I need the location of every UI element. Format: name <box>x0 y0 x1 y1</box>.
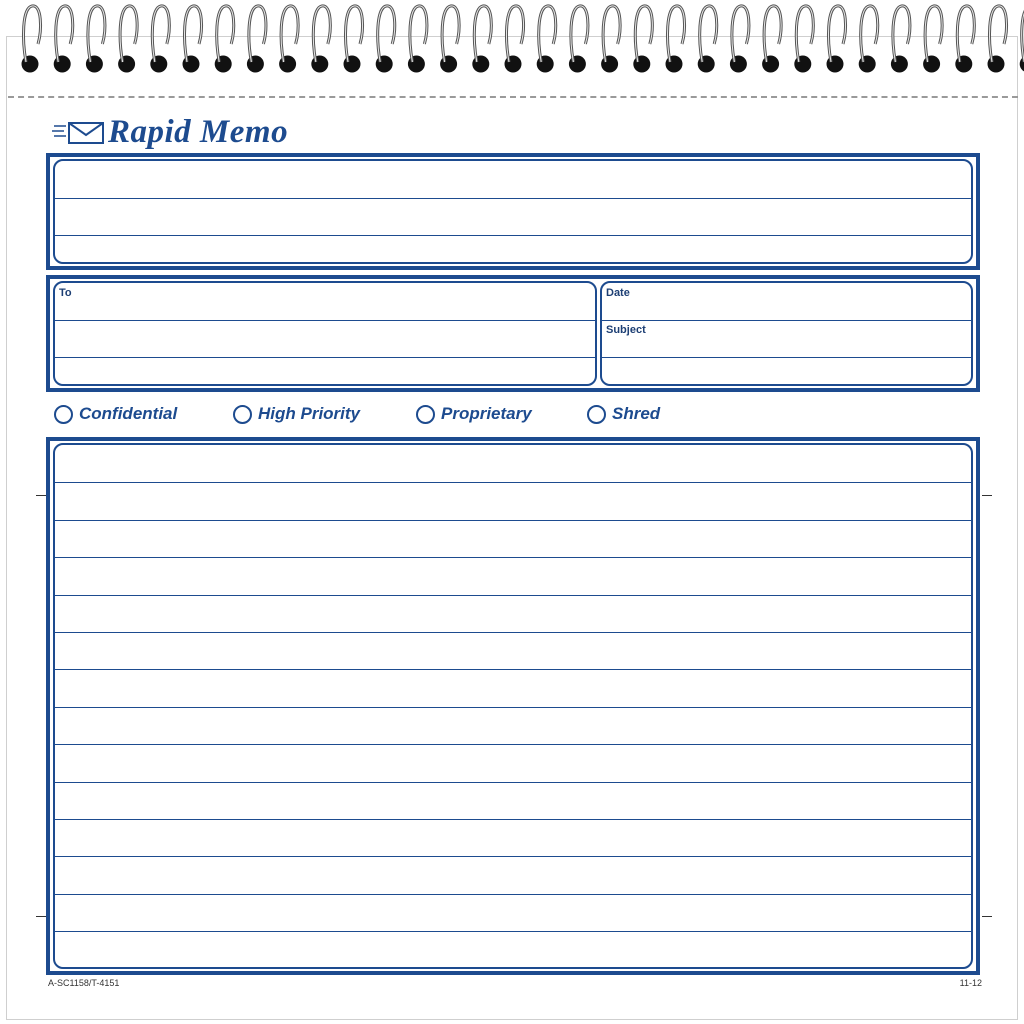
coil-ring <box>472 6 491 73</box>
spiral-binding <box>0 0 1024 80</box>
writing-line <box>55 557 971 558</box>
coil-ring <box>537 6 556 73</box>
writing-line <box>55 595 971 596</box>
circle-icon <box>233 405 252 424</box>
coil-ring <box>762 6 781 73</box>
address-box <box>46 275 980 392</box>
coil-ring <box>376 6 395 73</box>
coil-ring <box>279 6 298 73</box>
coil-ring <box>730 6 749 73</box>
coil-ring <box>988 6 1007 73</box>
coil-ring <box>150 6 169 73</box>
writing-line <box>55 856 971 857</box>
coil-ring <box>891 6 910 73</box>
writing-line <box>55 931 971 932</box>
date-label: Date <box>606 287 630 299</box>
margin-tick <box>982 916 992 917</box>
margin-tick <box>982 495 992 496</box>
coil-ring <box>183 6 202 73</box>
coil-ring <box>505 6 524 73</box>
subject-label: Subject <box>606 324 646 336</box>
writing-line <box>55 819 971 820</box>
coil-ring <box>215 6 234 73</box>
circle-icon <box>416 405 435 424</box>
memo-title: Rapid Memo <box>108 114 289 150</box>
coil-ring <box>633 6 652 73</box>
coil-ring <box>440 6 459 73</box>
coil-ring <box>923 6 942 73</box>
coil-ring <box>698 6 717 73</box>
coil-ring <box>666 6 685 73</box>
coil-ring <box>22 6 41 73</box>
perforation-line <box>8 96 1018 98</box>
option-shred[interactable] <box>587 404 660 424</box>
coil-ring <box>86 6 105 73</box>
option-label: Proprietary <box>441 404 532 423</box>
message-box <box>46 437 980 975</box>
option-label: High Priority <box>258 404 361 423</box>
circle-icon <box>587 405 606 424</box>
coil-ring <box>955 6 974 73</box>
option-high-priority[interactable] <box>233 404 360 424</box>
to-label: To <box>59 287 72 299</box>
writing-line <box>55 744 971 745</box>
option-confidential[interactable] <box>54 404 177 424</box>
writing-line <box>55 669 971 670</box>
envelope-icon <box>52 120 108 146</box>
margin-tick <box>36 495 46 496</box>
coil-ring <box>569 6 588 73</box>
coil-ring <box>601 6 620 73</box>
writing-line <box>55 482 971 483</box>
coil-ring <box>827 6 846 73</box>
writing-line <box>55 632 971 633</box>
option-label: Shred <box>612 404 661 423</box>
margin-tick <box>36 916 46 917</box>
option-proprietary[interactable] <box>416 404 532 424</box>
writing-line <box>55 894 971 895</box>
header-box <box>46 153 980 270</box>
circle-icon <box>54 405 73 424</box>
writing-line <box>55 782 971 783</box>
option-label: Confidential <box>79 404 178 423</box>
form-version: 11-12 <box>959 978 982 988</box>
writing-line <box>55 707 971 708</box>
coil-ring <box>344 6 363 73</box>
coil-ring <box>408 6 427 73</box>
coil-ring <box>54 6 73 73</box>
writing-line <box>55 520 971 521</box>
coil-ring <box>118 6 137 73</box>
coil-ring <box>247 6 266 73</box>
coil-ring <box>794 6 813 73</box>
coil-ring <box>311 6 330 73</box>
form-code: A-SC1158/T-4151 <box>48 978 120 988</box>
to-section <box>53 281 597 386</box>
date-subject-section <box>600 281 973 386</box>
coil-ring <box>1020 6 1024 73</box>
message-lines <box>53 443 973 969</box>
coil-ring <box>859 6 878 73</box>
